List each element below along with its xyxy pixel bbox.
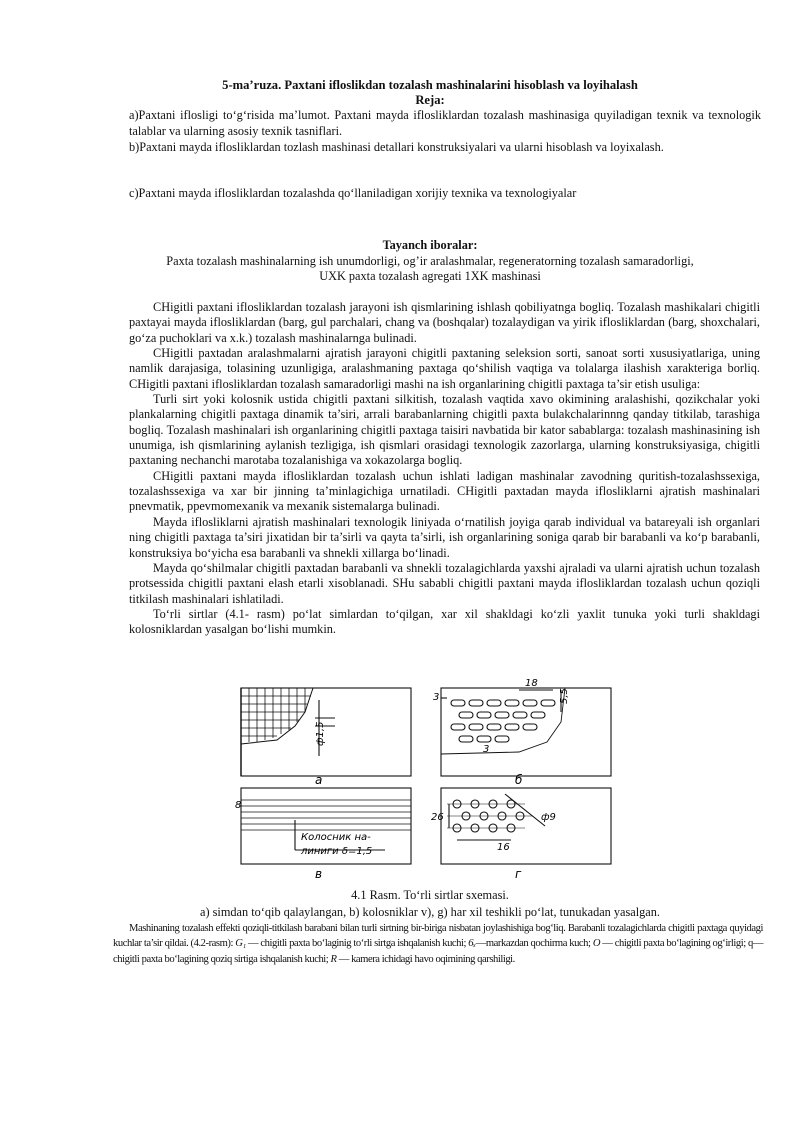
dim-16: 16 — [497, 842, 510, 853]
plan-item-b: b)Paxtani mayda iflosliklardan tozlash mashinasi detallari konstruksiyalari va ularni hisoblash va loyixalash. — [129, 140, 664, 154]
symbol-o: O — [592, 938, 601, 950]
panel-g-round-holes — [441, 788, 611, 864]
label-g: г — [515, 867, 522, 881]
closing-text-1: Mashinaning tozalash effekti qoziqli-titkilash barabani bilan turli sirtning bir-biriga nisbatan joylashishiga bog‘liq. Barabanli tozalagichlarda chigitli paxtaga quyidagi kuchlar ta’sir qildai. (4.2-rasm): — [113, 923, 763, 950]
label-a: а — [315, 773, 323, 787]
figure-drawing — [235, 660, 615, 885]
dim-8: 8 — [235, 800, 242, 811]
kolosnik-label-1: Колосник на- — [301, 832, 371, 843]
figure-caption: 4.1 Rasm. To‘rli sirtlar sxemasi. — [351, 888, 509, 902]
kolosnik-label-2: линиги δ=1,5 — [301, 846, 373, 857]
closing-text-3: —markazdan qochirma kuch; — [475, 938, 593, 950]
symbol-r: R — [330, 953, 337, 965]
paragraph: Mayda qo‘shilmalar chigitli paxtadan barabanli va shnekli tozalagichlarda yaxshi ajraladi va ularni ajratish uchun tozalash protsessida chigitli paxtani elash etarli xisoblanadi. SHu sababli chigitli paxtani mayda iflosliklardan tozalash uchun qoziqli titkilash mashinalari ishlatiladi. — [129, 560, 760, 606]
body-text — [129, 300, 760, 638]
dim-5-5: 5,5 — [559, 688, 570, 704]
closing-paragraph — [113, 921, 763, 967]
dim-3: 3 — [433, 692, 440, 703]
closing-text-4: — chigitli paxta bo‘lagining og‘irligi; q— chigitli paxta bo‘lagining qoziq sirtiga ishqalanish kuchi; — [113, 938, 763, 965]
dim-3b: 3 — [483, 744, 490, 755]
paragraph: Mayda iflosliklarni ajratish mashinalari texnologik liniyada o‘rnatilish joyiga qarab individual va batareyali ish organlari ning chigitli paxtaga ta’siri jixatidan bir ta’sirli va qayta ta’sirli, ish organlarining soniga qarab bir barabanli va ko‘p barabanli, konstruksiya bo‘yicha esa barabanli va shnekli xillarga bo‘linadi. — [129, 514, 760, 560]
lecture-title: 5-ma’ruza. Paxtani ifloslikdan tozalash mashinalarini hisoblash va loyihalash — [222, 78, 638, 92]
paragraph: CHigitli paxtadan aralashmalarni ajratish jarayoni chigitli paxtaning seleksion sorti, sanoat sorti xususiyatlariga, uning namlik darajasiga, tolasining uzunligiga, aralashmaning paxtaga qo‘shilish vaqtiga va tolalarga ilashish xarakteriga borliq. CHigitli paxtani iflosliklardan tozalash samaradorligi mashi na ish organlarining chigitli paxtaga ta’sir etish usuliga: — [129, 346, 760, 391]
keywords-line-2: UXK paxta tozalash agregati 1XK mashinasi — [319, 269, 541, 283]
figure-4-1 — [235, 660, 615, 885]
keywords-heading: Tayanch iboralar: — [382, 238, 478, 252]
closing-text-5: — kamera ichidagi havo oqimining qarshiligi. — [336, 953, 515, 965]
closing-text-2: — chigitli paxta bo‘laginig to‘rli sirtga ishqalanish kuchi; — [245, 938, 469, 950]
figure-description: a) simdan to‘qib qalaylangan, b) kolosniklar v), g) har xil teshikli po‘lat, tunukadan yasalgan. — [200, 905, 660, 919]
plan-item-a: a)Paxtani iflosligi to‘g‘risida ma’lumot. Paxtani mayda iflosliklardan tozalash mashinasiga quyiladigan texnik va texnologik talablar va ularning asosiy texnik tasniflari. — [129, 108, 761, 138]
symbol-g1: G₁ — [235, 938, 246, 950]
dim-26: 26 — [431, 812, 444, 823]
dim-phi-9: ф9 — [541, 812, 556, 823]
plan-heading: Reja: — [415, 93, 445, 107]
label-b: б — [515, 773, 523, 787]
paragraph: CHigitli paxtani mayda iflosliklardan tozalash uchun ishlati ladigan mashinalar zavodning quritish-tozalashssexiga, tozalashssexiga va xar bir jinning ta’minlagichiga urnatiladi. CHigitli paxtadan mayda iflosliklarni ajratish mashinalari pnevmatik, ppevmomexanik va mexanik sistemalarga bulinadi. — [129, 468, 760, 514]
label-v: в — [315, 867, 323, 881]
dim-18: 18 — [525, 678, 538, 689]
symbol-6x: 6ₓ — [468, 938, 476, 950]
dim-phi-1-5: ф1,5 — [315, 721, 326, 746]
paragraph: CHigitli paxtani iflosliklardan tozalash jarayoni ish qismlarining ishlash qobiliyatnga bogliq. Tozalash mashikalari chigitli paxtayai mayda iflosliklardan (barg, gul parchalari, chang va (boshqalar) tozalaydigan va yirik iflosliklardan (barg, shoxchalari, go‘za puchoklari va x.k.) tozalash mashinalarnga bulinadi. — [129, 300, 760, 345]
keywords-line-1: Paxta tozalash mashinalarning ish unumdorligi, og’ir aralashmalar, regeneratorning tozalash samaradorligi, — [166, 254, 694, 268]
plan-item-c: c)Paxtani mayda iflosliklardan tozalashda qo‘llaniladigan xorijiy texnika va texnologiyalar — [129, 186, 577, 200]
paragraph: To‘rli sirtlar (4.1- rasm) po‘lat simlardan to‘qilgan, xar xil shakldagi ko‘zli yaxlit tunuka yoki turli shakldagi kolosniklardan yasalgan bo‘lishi mumkin. — [129, 606, 760, 637]
panel-b-perforated — [441, 688, 611, 776]
panel-a-mesh — [241, 688, 411, 776]
paragraph: Turli sirt yoki kolosnik ustida chigitli paxtani silkitish, tozalash vaqtida xavo okimining aralashishi, qozikchalar yoki plankalarning chigitli paxtaga dinamik ta’siri, arrali barabanlarning chigitli paxta bulakchalarinnng qanday titkilab, tarashiga bogliq. Tozalash mashinalari ish organlarining chigitli paxtaga taisiri navbatida bir kator sabablarga: tozalash mashinasining ish unumiga, ish qismlarining aylanish tezligiga, ish qismlari orasidagi texnologik zazorlarga, ularning konstruksiyasiga, chigitli paxtaning nechanchi marotaba tozalanishiga va xokazolarga bogliq. — [129, 392, 760, 468]
